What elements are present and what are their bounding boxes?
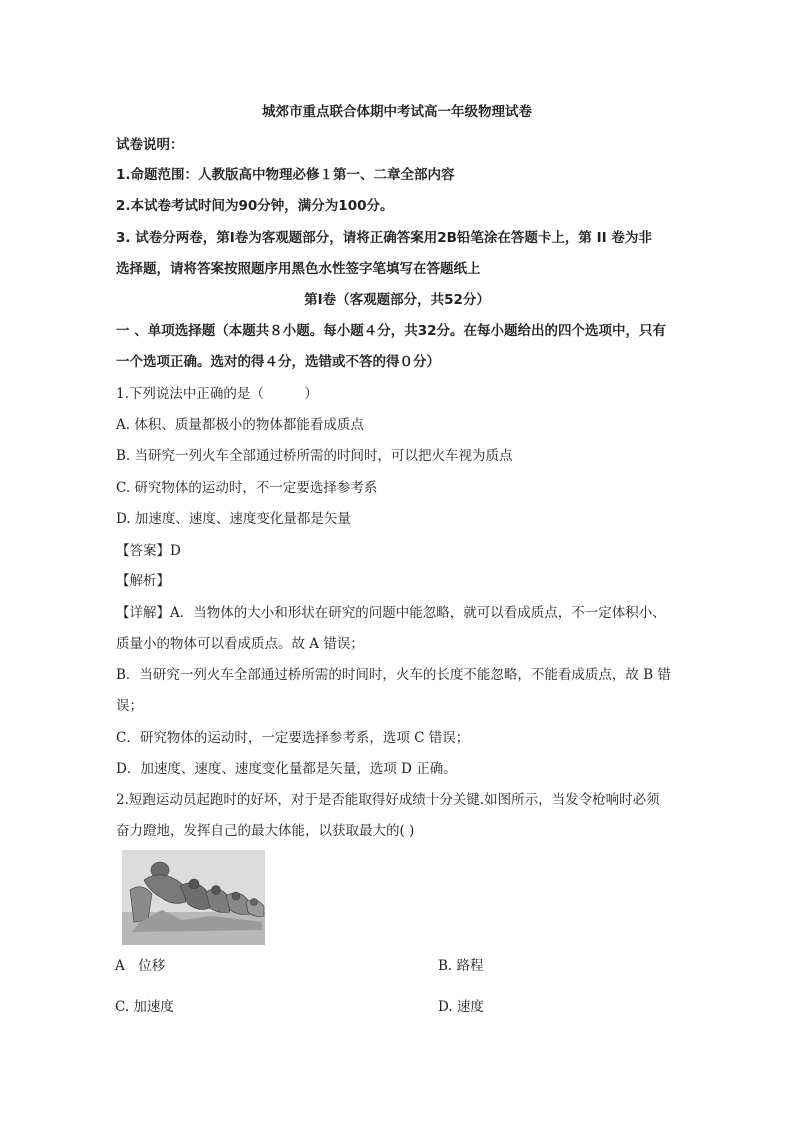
q1-detail-line: 质量小的物体可以看成质点。故 A 错误； [116, 636, 364, 652]
q1-detail-line: 误； [116, 698, 143, 714]
instruction-item-3-line2: 选择题，请将答案按照题序用黑色水性签字笔填写在答题纸上 [116, 261, 481, 277]
instructions-heading: 试卷说明： [116, 137, 184, 153]
q2-option-d: D. 速度 [438, 999, 484, 1015]
exam-title: 城郊市重点联合体期中考试高一年级物理试卷 [262, 104, 532, 120]
sprinters-start-photo [122, 850, 265, 945]
q1-option-a: A. 体积、质量都极小的物体都能看成质点 [116, 417, 364, 433]
q1-option-c: C. 研究物体的运动时，不一定要选择参考系 [116, 480, 378, 496]
q1-detail-line: 【详解】A．当物体的大小和形状在研究的问题中能忽略，就可以看成质点，不一定体积小、 [116, 605, 666, 621]
q1-detail-line: C．研究物体的运动时，一定要选择参考系，选项 C 错误； [116, 730, 470, 746]
q2-option-c: C. 加速度 [115, 999, 174, 1015]
q1-option-d: D. 加速度、速度、速度变化量都是矢量 [116, 511, 351, 527]
sprinters-illustration [122, 850, 265, 945]
q2-stem-line1: 2.短跑运动员起跑时的好坏，对于是否能取得好成绩十分关键.如图所示，当发令枪响时必须 [116, 792, 660, 808]
part1-instructions-line1: 一 、单项选择题（本题共８小题。每小题４分，共32分。在每小题给出的四个选项中，只有 [116, 323, 666, 339]
q1-detail-line: D．加速度、速度、速度变化量都是矢量，选项 D 正确。 [116, 761, 457, 777]
q1-answer: 【答案】D [116, 543, 181, 559]
section-title: 第Ⅰ卷（客观题部分，共52分） [304, 292, 490, 308]
part1-instructions-line2: 一个选项正确。选对的得４分，选错或不答的得０分） [116, 354, 440, 370]
instruction-item-3-line1: 3. 试卷分两卷，第Ⅰ卷为客观题部分，请将正确答案用2B铅笔涂在答题卡上，第 II 卷为非 [116, 230, 652, 246]
q1-stem: 1.下列说法中正确的是（ ） [116, 386, 318, 402]
q2-option-a: A 位移 [115, 958, 166, 974]
q1-analysis-heading: 【解析】 [116, 573, 170, 589]
q1-detail-line: B．当研究一列火车全部通过桥所需的时间时，火车的长度不能忽略，不能看成质点，故 B 错 [116, 667, 671, 683]
q2-option-b: B. 路程 [438, 958, 484, 974]
q2-stem-line2: 奋力蹬地，发挥自己的最大体能，以获取最大的( ) [116, 823, 415, 839]
instruction-item-1: 1.命题范围：人教版高中物理必修１第一、二章全部内容 [116, 167, 455, 183]
q1-option-b: B. 当研究一列火车全部通过桥所需的时间时，可以把火车视为质点 [116, 448, 513, 464]
instruction-item-2: 2.本试卷考试时间为90分钟，满分为100分。 [116, 198, 394, 214]
